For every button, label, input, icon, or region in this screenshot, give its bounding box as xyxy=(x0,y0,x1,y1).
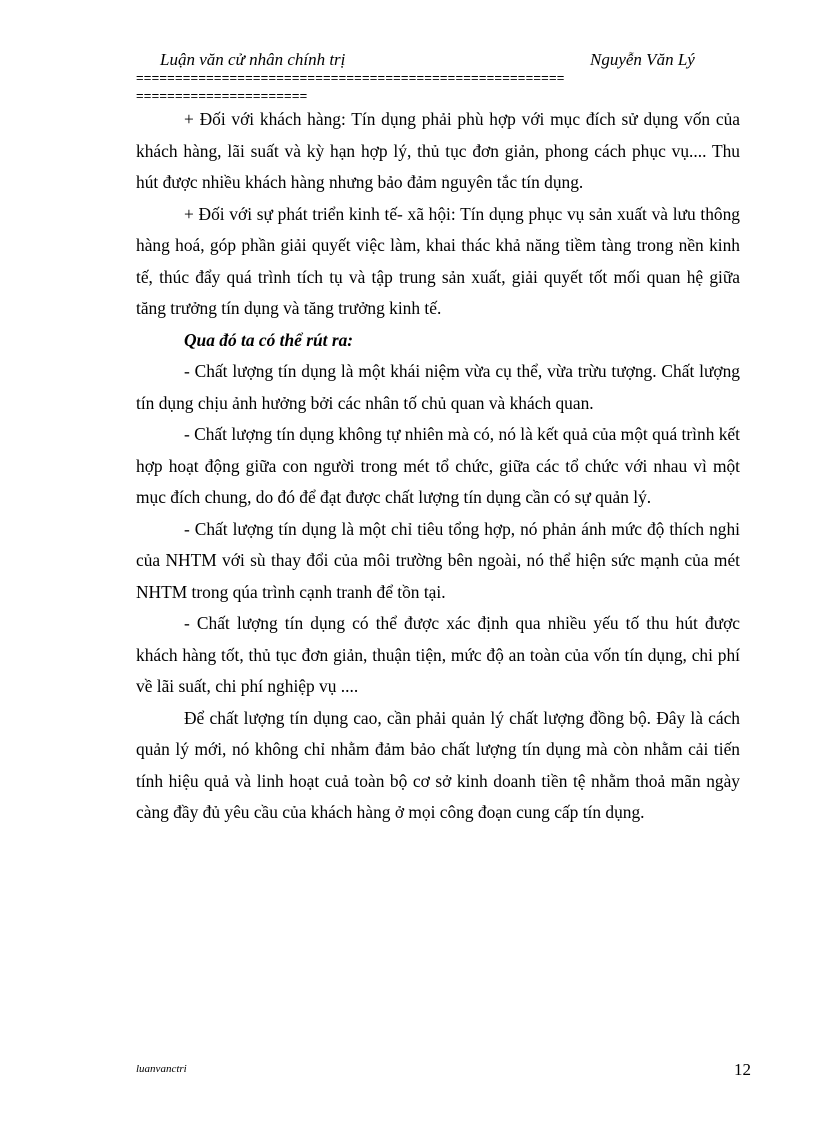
header-rule-line-2: ====================== xyxy=(136,88,308,103)
body-text xyxy=(136,104,740,829)
paragraph-factors: - Chất lượng tín dụng có thể được xác định qua nhiều yếu tố thu hút được khách hàng tốt, thủ tục đơn giản, thuận tiện, mức độ an toàn của vốn tín dụng, chi phí về lãi suất, chi phí nghiệp vụ .... xyxy=(136,613,740,696)
section-heading: Qua đó ta có thể rút ra: xyxy=(184,329,354,350)
paragraph-conclusion: Để chất lượng tín dụng cao, cần phải quản lý chất lượng đồng bộ. Đây là cách quản lý mới, nó không chỉ nhằm đảm bảo chất lượng tín dụng mà còn nhằm cải tiến tính hiệu quả và linh hoạt cuả toàn bộ cơ sở kinh doanh tiền tệ nhằm thoả mãn ngày càng đầy đủ yêu cầu của khách hàng ở mọi công đoạn cung cấp tín dụng. xyxy=(136,707,740,822)
paragraph-socioeconomic: + Đối với sự phát triển kinh tế- xã hội: Tín dụng phục vụ sản xuất và lưu thông hàng hoá, góp phần giải quyết việc làm, khai thác khả năng tiềm tàng trong nền kinh tế, thúc đẩy quá trình tích tụ và tập trung sản xuất, giải quyết tốt mối quan hệ giữa tăng trưởng tín dụng và tăng trưởng kinh tế. xyxy=(136,203,740,318)
paragraph-customers: + Đối với khách hàng: Tín dụng phải phù hợp với mục đích sử dụng vốn của khách hàng, lãi suất và kỳ hạn hợp lý, thủ tục đơn giản, phong cách phục vụ.... Thu hút được nhiều khách hàng nhưng bảo đảm nguyên tắc tín dụng. xyxy=(136,109,740,192)
footer-site-label: luanvanctri xyxy=(136,1063,187,1075)
header-thesis-title: Luận văn cử nhân chính trị xyxy=(160,50,346,69)
header-author-name: Nguyễn Văn Lý xyxy=(590,50,695,69)
paragraph-management: - Chất lượng tín dụng không tự nhiên mà có, nó là kết quả của một quá trình kết hợp hoạt động giữa con người trong mét tổ chức, giữa các tổ chức với nhau vì một mục đích chung, do đó để đạt được chất lượng tín dụng cần có sự quản lý. xyxy=(136,424,740,507)
page-number: 12 xyxy=(734,1060,751,1079)
header-rule-line-1: ======================================================= xyxy=(136,70,565,85)
paragraph-concept: - Chất lượng tín dụng là một khái niệm vừa cụ thể, vừa trừu tượng. Chất lượng tín dụng chịu ảnh hưởng bởi các nhân tố chủ quan và khách quan. xyxy=(136,361,740,413)
paragraph-indicator: - Chất lượng tín dụng là một chỉ tiêu tổng hợp, nó phản ánh mức độ thích nghi của NHTM với sù thay đổi của môi trường bên ngoài, nó thể hiện sức mạnh của mét NHTM trong qúa trình cạnh tranh để tồn tại. xyxy=(136,518,740,602)
